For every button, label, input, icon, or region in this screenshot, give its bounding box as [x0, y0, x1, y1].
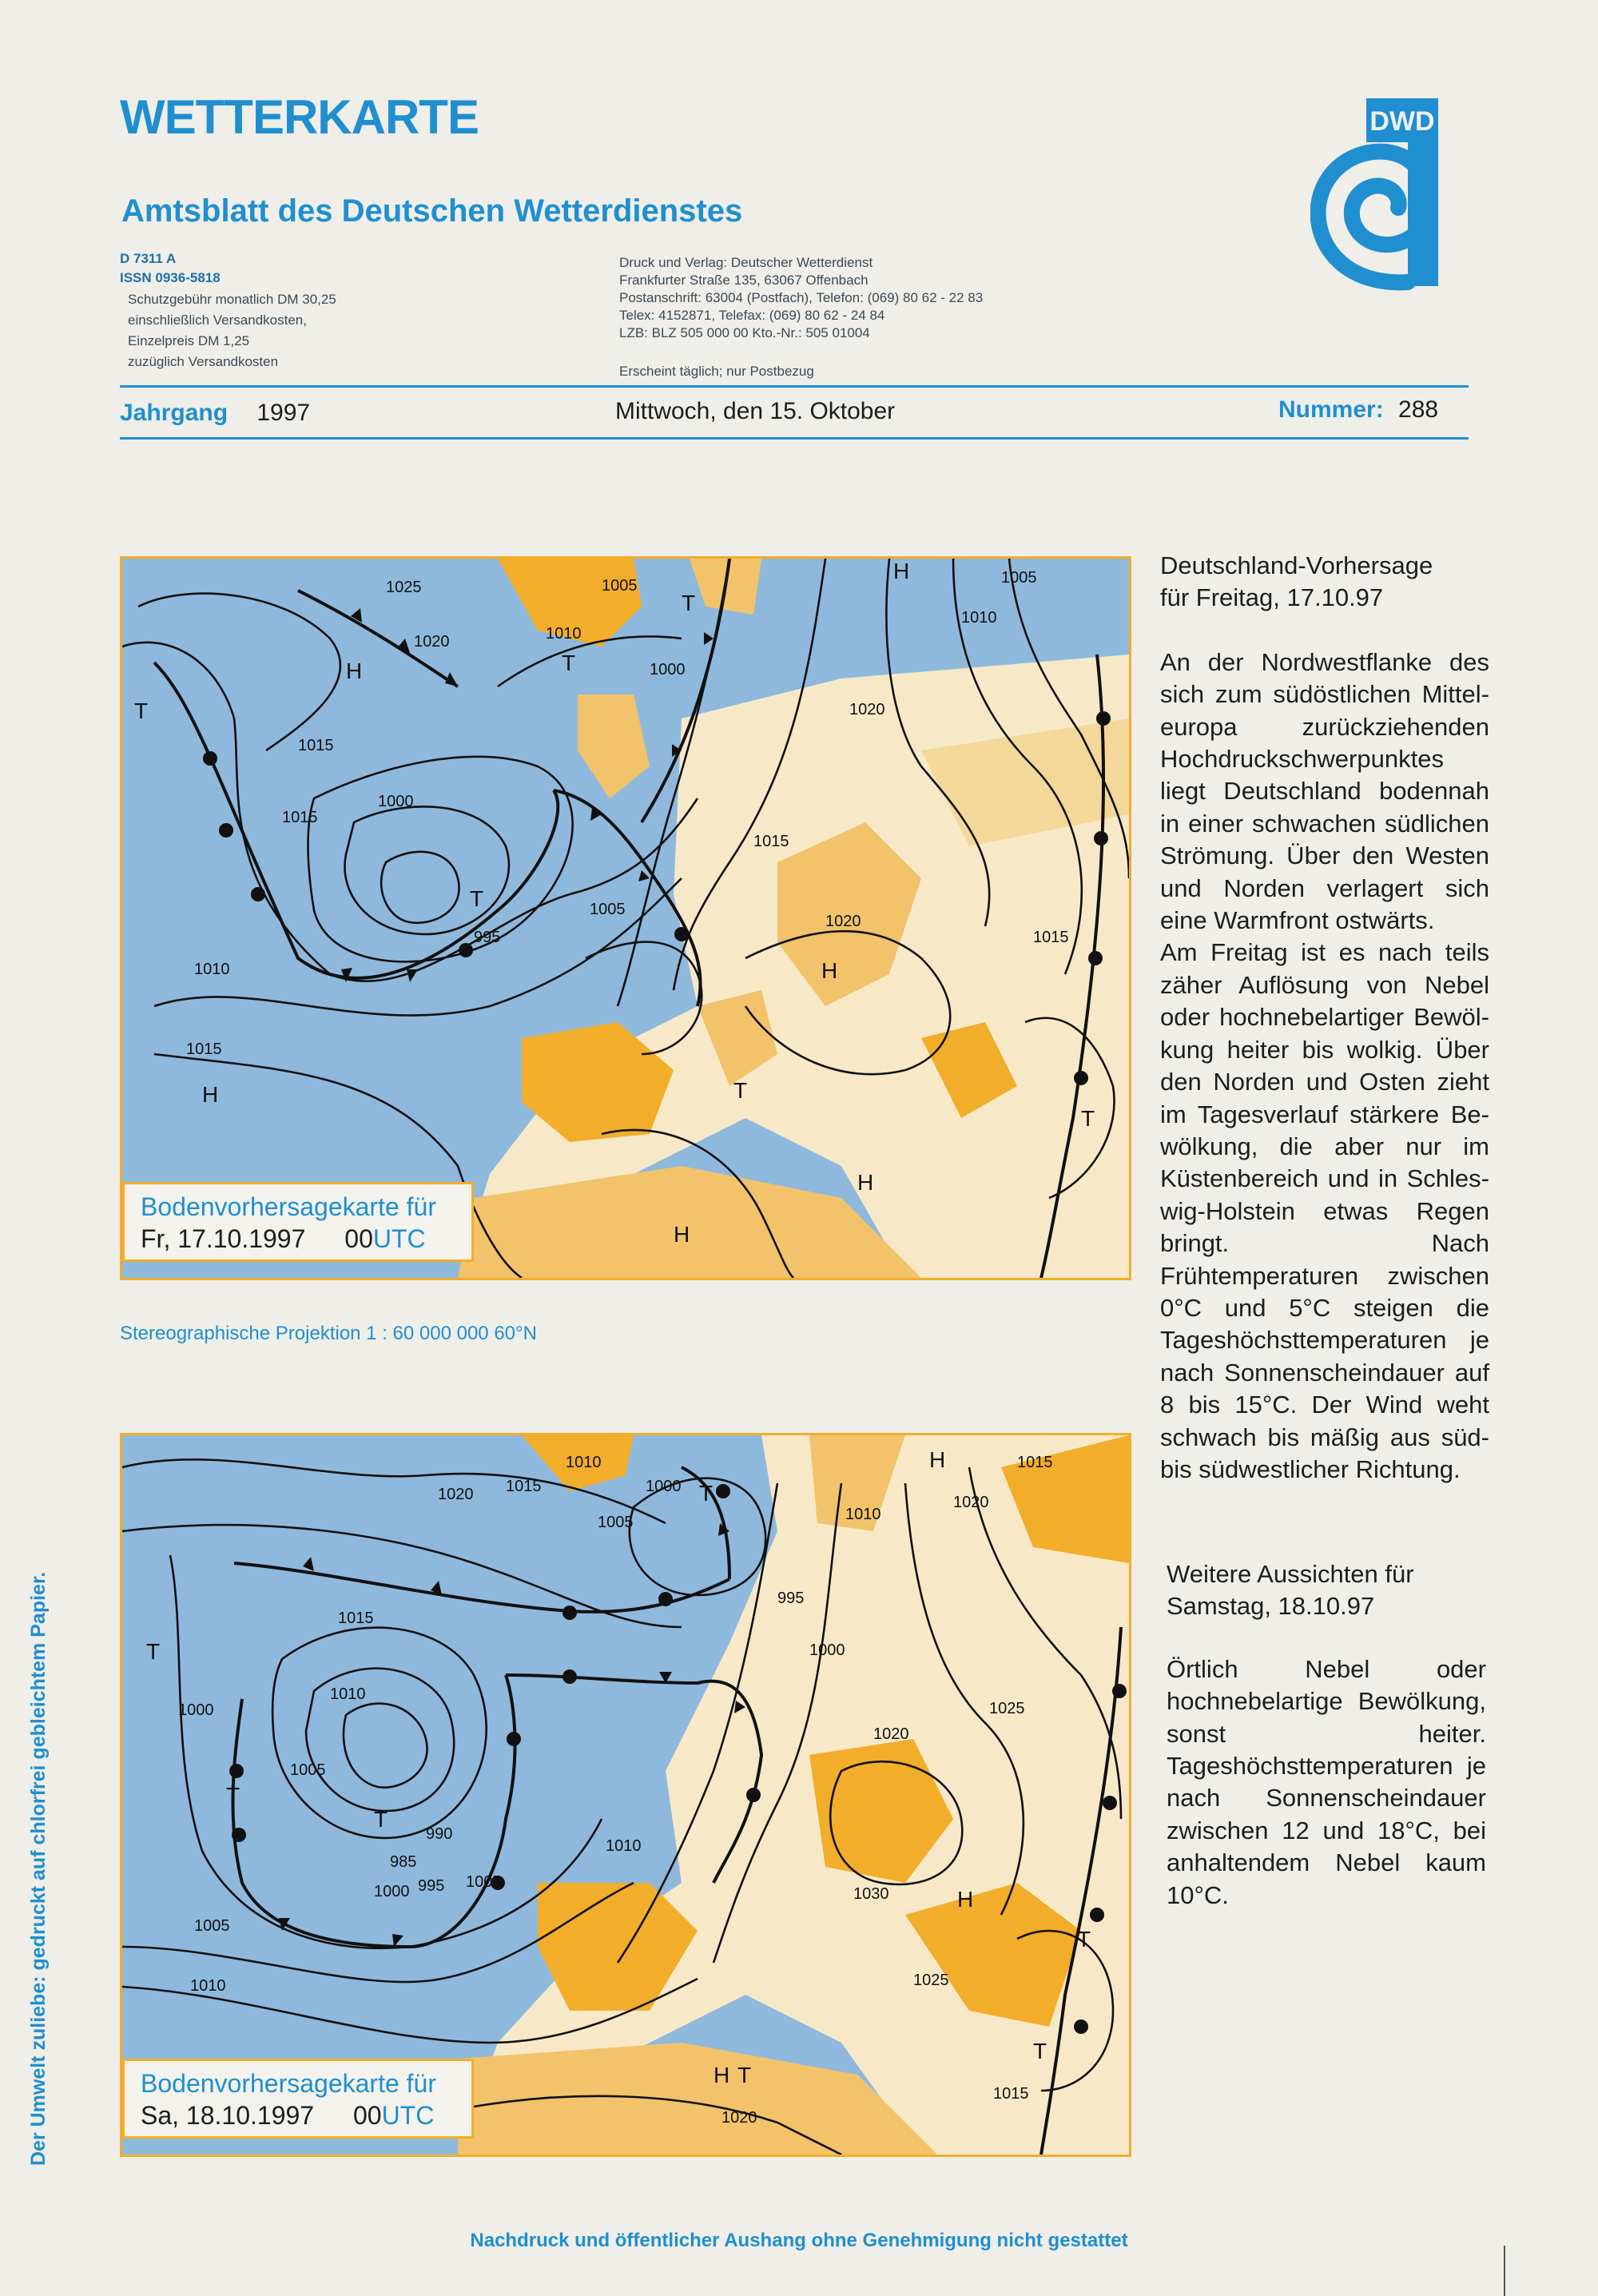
- pressure-low: T: [146, 1639, 161, 1664]
- forecast-heading: für Freitag, 17.10.97: [1160, 583, 1384, 612]
- isobar-label: 1020: [438, 1486, 474, 1503]
- forecast-paragraph: An der Nordwestflanke des sich zum südöstlichen Mitteleuropa zurückziehenden Hochdruckschwerpunktes liegt Deutschland bodennah in einer schwachen südlichen Strömung. Über den Westen und Norden verlagert sich eine Warmfront ostwärts.: [1160, 647, 1489, 935]
- publisher-line: Telex: 4152871, Telefax: (069) 80 62 - 24 84: [619, 308, 885, 323]
- isobar-label: 1005: [1001, 569, 1037, 587]
- legend-date-text: Sa, 18.10.1997: [141, 2101, 315, 2130]
- isobar-label: 1000: [650, 661, 686, 678]
- map-legend: [122, 1182, 474, 1262]
- outlook-paragraph: Örtlich Nebel oder hochnebelartige Bewölkung, sonst heiter. Tageshöchsttemperaturen je nach Sonnenscheindauer zwischen 12 und 18°C, bei anhaltendem Nebel kaum 10°C.: [1167, 1654, 1486, 1909]
- pressure-high: H: [714, 2063, 730, 2087]
- pressure-low: T: [562, 651, 576, 675]
- legend-date: [141, 2099, 460, 2131]
- pressure-high: H: [957, 1887, 974, 1912]
- isobar-label: 1005: [590, 901, 626, 918]
- legend-date: [141, 1223, 460, 1255]
- pressure-low: T: [1033, 2039, 1047, 2063]
- header-rule-bottom: [120, 437, 1469, 440]
- pressure-low: T: [682, 591, 696, 615]
- fee-line: zuzüglich Versandkosten: [128, 354, 279, 369]
- environment-note: Der Umwelt zuliebe: gedruckt auf chlorfrei gebleichtem Papier.: [27, 1571, 50, 2166]
- edge-mark: [1504, 2246, 1505, 2296]
- footer-note: Nachdruck und öffentlicher Aushang ohne Genehmigung nicht gestattet: [470, 2230, 1128, 2251]
- isobar-label: 1020: [721, 2109, 757, 2127]
- outlook-heading: Samstag, 18.10.97: [1167, 1592, 1375, 1621]
- isobar-label: 1030: [853, 1885, 889, 1903]
- legend-title: Bodenvorhersagekarte für: [141, 1192, 436, 1221]
- isobar-label: 1010: [194, 961, 230, 978]
- pressure-low: T: [737, 2063, 752, 2087]
- isobar-label: 1020: [414, 633, 450, 651]
- isobar-label: 1015: [338, 1610, 374, 1627]
- pressure-low: T: [226, 1783, 240, 1808]
- isobar-label: 1015: [993, 2085, 1029, 2103]
- isobar-label: 1015: [186, 1041, 222, 1058]
- publisher-line: LZB: BLZ 505 000 00 Kto.-Nr.: 505 01004: [619, 325, 870, 340]
- isobar-label: 1000: [374, 1883, 410, 1900]
- header-rule: [120, 385, 1469, 388]
- schedule-note: Erscheint täglich; nur Postbezug: [619, 364, 814, 379]
- isobar-label: 1025: [386, 579, 422, 596]
- pressure-high: H: [202, 1082, 219, 1107]
- fee-line: Einzelpreis DM 1,25: [128, 333, 250, 348]
- pressure-low: T: [134, 698, 149, 723]
- isobar-label: 1010: [190, 1977, 226, 1995]
- id-line: ISSN 0936-5818: [120, 270, 221, 285]
- isobar-label: 1005: [598, 1514, 634, 1531]
- fee-info: [128, 289, 336, 372]
- isobar-label: 1010: [961, 609, 997, 627]
- publisher-line: Postanschrift: 63004 (Postfach), Telefon: (069) 80 62 - 22 83: [619, 290, 984, 305]
- pressure-high: H: [674, 1222, 690, 1247]
- forecast-text: [1160, 550, 1489, 1486]
- dwd-logo: [1310, 94, 1442, 294]
- forecast-map-friday: [120, 556, 1131, 1280]
- isobar-label: 1000: [378, 793, 414, 810]
- isobar-label: 995: [777, 1590, 805, 1607]
- publisher-line: Frankfurter Straße 135, 63067 Offenbach: [619, 273, 869, 288]
- isobar-label: 1025: [913, 1972, 949, 1989]
- page-title: WETTERKARTE: [120, 90, 479, 144]
- isobar-label: 1015: [506, 1478, 542, 1495]
- forecast-heading: Deutschland-Vorhersage: [1160, 551, 1433, 579]
- nummer-label: Nummer:: [1278, 396, 1384, 423]
- outlook-text: [1167, 1558, 1486, 1912]
- page-subtitle: Amtsblatt des Deutschen Wetterdienstes: [121, 193, 743, 229]
- isobar-label: 1010: [330, 1685, 366, 1703]
- isobar-label: 1005: [290, 1761, 326, 1779]
- jahrgang-value: 1997: [256, 400, 311, 426]
- legend-utc: UTC: [372, 1224, 426, 1253]
- legend-time: 00: [344, 1224, 373, 1253]
- isobar-label: 1005: [194, 1917, 230, 1935]
- isobar-label: 1005: [602, 577, 638, 595]
- pressure-low: T: [470, 886, 484, 911]
- isobar-label: 1015: [282, 809, 318, 826]
- pressure-high: H: [346, 659, 363, 683]
- isobar-label: 1025: [989, 1700, 1025, 1717]
- isobar-label: 990: [426, 1825, 453, 1843]
- legend-utc: UTC: [381, 2101, 435, 2130]
- isobar-label: 1015: [298, 737, 334, 754]
- isobar-label: 1010: [566, 1454, 602, 1471]
- publisher-info: [619, 254, 983, 342]
- isobar-label: 1015: [1033, 929, 1069, 946]
- isobar-label: 1020: [953, 1494, 989, 1511]
- isobar-label: 1015: [1017, 1454, 1053, 1471]
- isobar-label: 995: [418, 1877, 445, 1895]
- pressure-low: T: [374, 1807, 388, 1832]
- pressure-low: T: [1077, 1927, 1091, 1952]
- pressure-high: H: [857, 1170, 874, 1195]
- fee-line: einschließlich Versandkosten,: [128, 312, 307, 328]
- map-legend: [122, 2059, 474, 2139]
- nummer-value: 288: [1398, 396, 1439, 423]
- legend-date-text: Fr, 17.10.1997: [141, 1224, 306, 1253]
- forecast-paragraph: Am Freitag ist es nach teils zäher Auflösung von Nebel oder hochnebelartiger Bewölkung heiter bis wolkig. Über den Norden und Osten zieht im Tagesverlauf stärkere Bewölkung, die aber nur im Küstenbereich und in Schleswig-Holstein etwas Regen bringt. Nach Frühtemperaturen zwischen 0°C und 5°C steigen die Tageshöchsttemperaturen je nach Sonnenscheindauer auf 8 bis 15°C. Der Wind weht schwach bis mäßig aus süd- bis südwestlicher Richtung.: [1160, 938, 1489, 1483]
- publisher-line: Druck und Verlag: Deutscher Wetterdienst: [619, 255, 873, 270]
- issue-date: Mittwoch, den 15. Oktober: [615, 398, 896, 424]
- isobar-label: 1020: [849, 701, 885, 718]
- id-line: D 7311 A: [120, 251, 177, 266]
- legend-title: Bodenvorhersagekarte für: [141, 2069, 436, 2098]
- isobar-label: 1020: [825, 913, 861, 930]
- fee-line: Schutzgebühr monatlich DM 30,25: [128, 292, 336, 307]
- pressure-high: H: [821, 958, 838, 983]
- isobar-label: 1000: [809, 1641, 845, 1659]
- isobar-label: 995: [474, 929, 501, 946]
- pressure-low: T: [699, 1481, 714, 1506]
- logo-text: DWD: [1369, 106, 1435, 137]
- jahrgang-label: Jahrgang: [120, 400, 229, 426]
- jahrgang: [120, 400, 310, 427]
- isobar-label: 1010: [546, 625, 582, 643]
- publication-ids: [120, 249, 221, 288]
- projection-note: Stereographische Projektion 1 : 60 000 000 60°N: [120, 1323, 537, 1344]
- isobar-label: 1020: [873, 1725, 909, 1743]
- pressure-high: H: [893, 559, 910, 583]
- issue-number: [1278, 396, 1438, 424]
- isobar-label: 1010: [606, 1837, 642, 1855]
- isobar-label: 985: [390, 1853, 417, 1871]
- isobar-label: 1010: [845, 1506, 881, 1523]
- isobar-label: 1015: [753, 833, 789, 850]
- pressure-low: T: [1081, 1106, 1095, 1131]
- isobar-label: 1005: [466, 1873, 502, 1891]
- pressure-high: H: [929, 1447, 946, 1472]
- legend-time: 00: [352, 2101, 382, 2130]
- pressure-low: T: [733, 1078, 748, 1103]
- forecast-map-saturday: [120, 1433, 1131, 2157]
- isobar-label: 1000: [646, 1478, 682, 1495]
- isobar-label: 1000: [178, 1701, 214, 1719]
- outlook-heading: Weitere Aussichten für: [1167, 1560, 1414, 1588]
